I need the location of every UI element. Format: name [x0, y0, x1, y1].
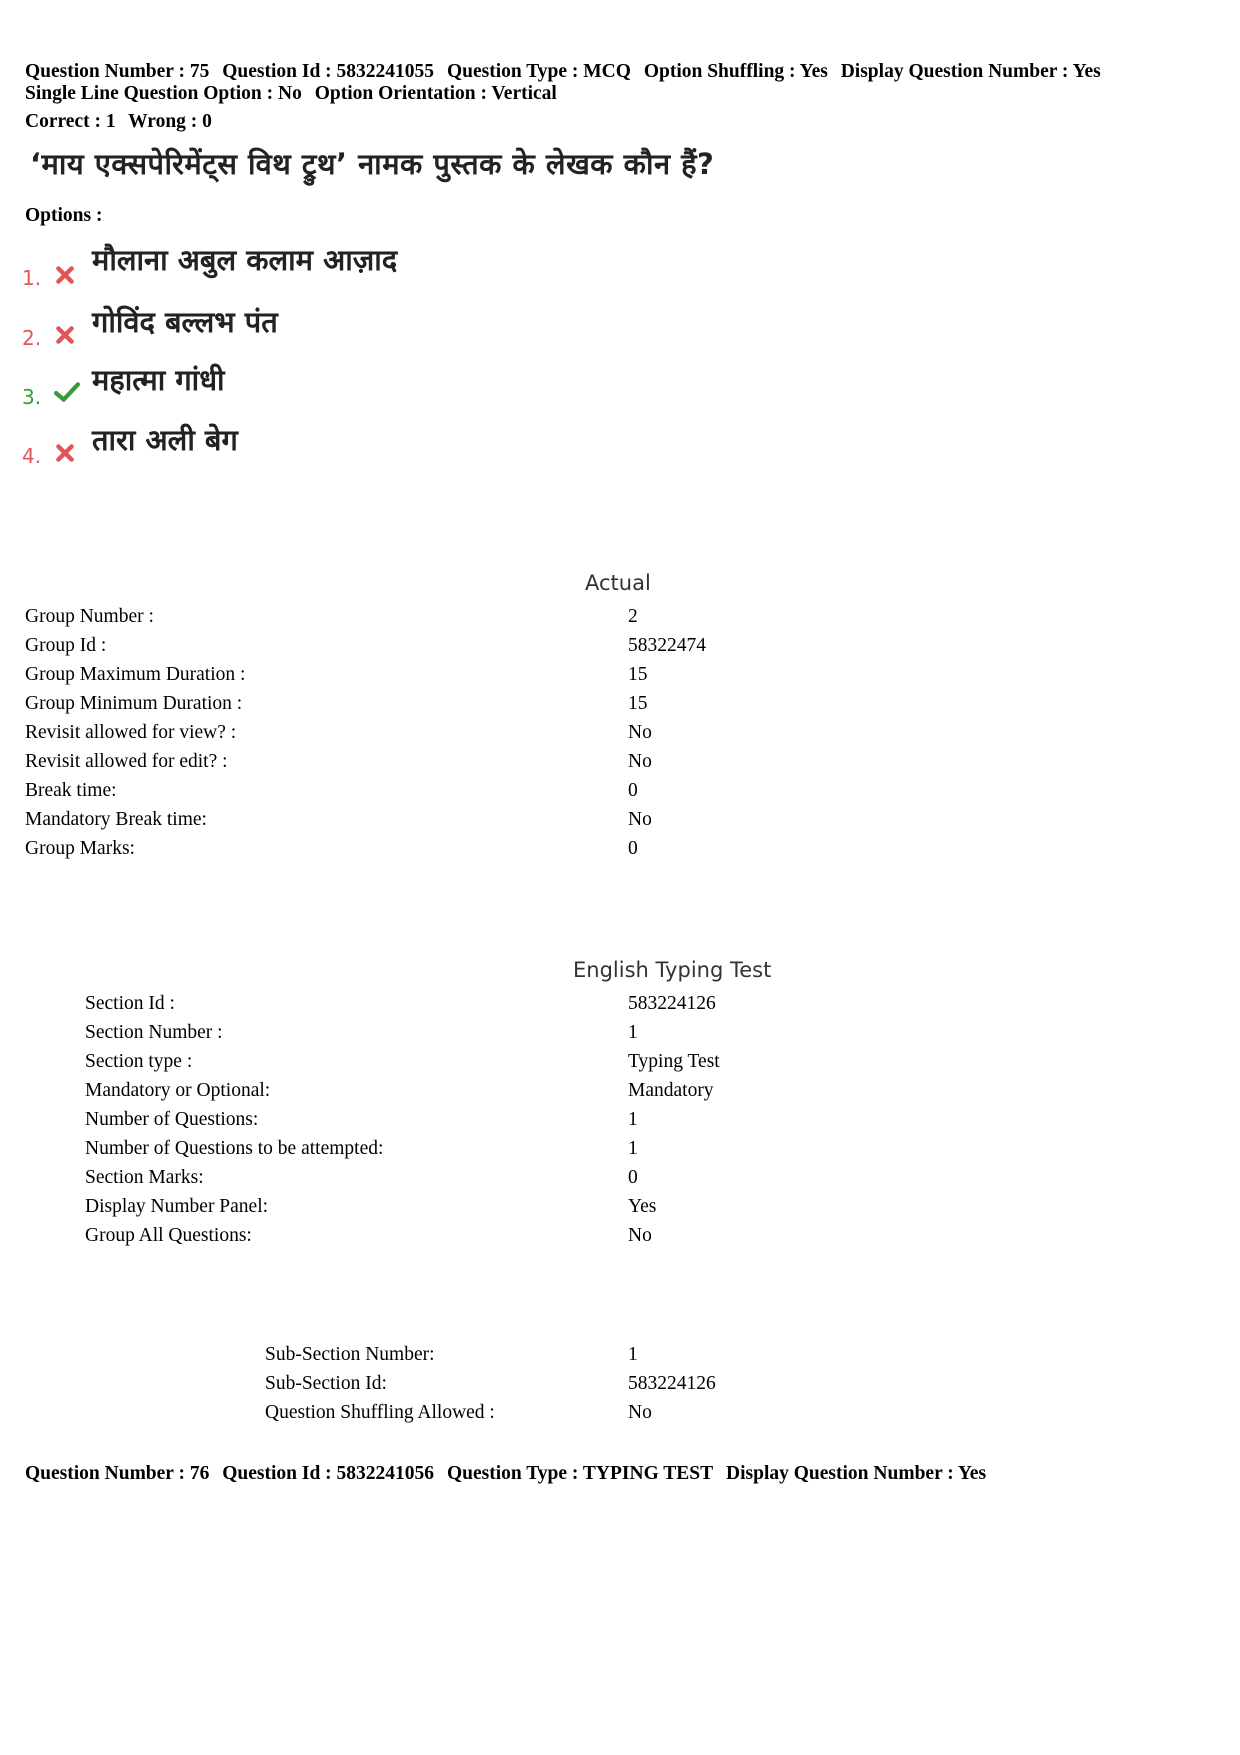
row-value: Mandatory: [628, 1080, 714, 1101]
row-label: Question Shuffling Allowed :: [265, 1402, 495, 1423]
question-text: ‘माय एक्सपेरिमेंट्स विथ ट्रुथ’ नामक पुस्तक के लेखक कौन हैं?: [30, 147, 715, 181]
row-label: Number of Questions to be attempted:: [85, 1138, 384, 1159]
correct-marks: Correct : 1: [25, 111, 116, 132]
table-row: [85, 1076, 1035, 1105]
row-label: Revisit allowed for edit? :: [25, 751, 228, 772]
row-label: Section Number :: [85, 1022, 223, 1043]
row-label: Break time:: [25, 780, 117, 801]
row-label: Section type :: [85, 1051, 193, 1072]
table-row: [85, 1163, 1035, 1192]
row-value: No: [628, 722, 652, 743]
option-3: [22, 363, 622, 418]
question-header-line2: [25, 83, 565, 105]
question-id: Question Id : 5832241055: [222, 61, 435, 82]
row-label: Sub-Section Number:: [265, 1344, 435, 1365]
row-value: 1: [628, 1022, 638, 1043]
option-text: तारा अली बेग: [92, 423, 238, 457]
row-label: Section Id :: [85, 993, 175, 1014]
row-label: Group Number :: [25, 606, 154, 627]
row-value: 583224126: [628, 1373, 716, 1394]
option-shuffling: Option Shuffling : Yes: [643, 61, 828, 82]
question-header-line3: [25, 111, 220, 133]
table-row: [25, 689, 1025, 718]
wrong-marks: Wrong : 0: [128, 111, 212, 132]
table-row: [265, 1340, 1065, 1369]
table-row: [85, 1047, 1035, 1076]
cross-icon: [54, 264, 76, 286]
group-caption: Actual: [585, 571, 651, 595]
table-row: [85, 1105, 1035, 1134]
table-row: [25, 834, 1025, 863]
row-label: Number of Questions:: [85, 1109, 259, 1130]
row-value: 15: [628, 693, 648, 714]
row-label: Display Number Panel:: [85, 1196, 269, 1217]
option-1: [22, 240, 622, 290]
row-value: 2: [628, 606, 638, 627]
row-value: 0: [628, 838, 638, 859]
table-row: [25, 718, 1025, 747]
option-number: 4.: [22, 444, 42, 468]
section-caption: English Typing Test: [573, 958, 772, 982]
single-line-option: Single Line Question Option : No: [25, 83, 302, 104]
table-row: [85, 1134, 1035, 1163]
row-value: 0: [628, 1167, 638, 1188]
question-type: Question Type : TYPING TEST: [446, 1463, 714, 1484]
row-value: 0: [628, 780, 638, 801]
display-question-number: Display Question Number : Yes: [726, 1463, 987, 1484]
question-header-line1: [25, 61, 1109, 83]
subsection-table: [265, 1340, 1065, 1427]
row-label: Revisit allowed for view? :: [25, 722, 237, 743]
row-value: Yes: [628, 1196, 657, 1217]
cross-icon: [54, 442, 76, 464]
table-row: [25, 776, 1025, 805]
row-value: 1: [628, 1109, 638, 1130]
row-label: Group Minimum Duration :: [25, 693, 243, 714]
table-row: [85, 989, 1035, 1018]
row-value: 1: [628, 1138, 638, 1159]
section-table: [85, 989, 1035, 1250]
row-value: Typing Test: [628, 1051, 720, 1072]
option-number: 3.: [22, 385, 42, 409]
option-2: [22, 305, 622, 358]
option-number: 1.: [22, 266, 42, 290]
row-label: Group Maximum Duration :: [25, 664, 246, 685]
question-type: Question Type : MCQ: [446, 61, 631, 82]
option-text: मौलाना अबुल कलाम आज़ाद: [92, 243, 398, 277]
check-icon: [54, 381, 80, 403]
group-table: [25, 602, 1025, 863]
row-label: Group Id :: [25, 635, 107, 656]
question-number: Question Number : 75: [25, 61, 210, 82]
table-row: [85, 1192, 1035, 1221]
table-row: [265, 1398, 1065, 1427]
option-number: 2.: [22, 326, 42, 350]
row-label: Group All Questions:: [85, 1225, 252, 1246]
table-row: [85, 1221, 1035, 1250]
table-row: [25, 805, 1025, 834]
table-row: [25, 660, 1025, 689]
row-value: 1: [628, 1344, 638, 1365]
table-row: [25, 602, 1025, 631]
row-value: 583224126: [628, 993, 716, 1014]
row-label: Mandatory or Optional:: [85, 1080, 271, 1101]
row-label: Group Marks:: [25, 838, 135, 859]
display-question-number: Display Question Number : Yes: [840, 61, 1101, 82]
options-label: Options :: [25, 205, 103, 226]
row-value: No: [628, 751, 652, 772]
question-id: Question Id : 5832241056: [222, 1463, 435, 1484]
option-text: गोविंद बल्लभ पंत: [92, 305, 278, 339]
table-row: [85, 1018, 1035, 1047]
row-value: No: [628, 809, 652, 830]
row-label: Section Marks:: [85, 1167, 204, 1188]
row-value: No: [628, 1225, 652, 1246]
table-row: [265, 1369, 1065, 1398]
row-label: Sub-Section Id:: [265, 1373, 387, 1394]
row-value: 58322474: [628, 635, 706, 656]
cross-icon: [54, 324, 76, 346]
table-row: [25, 747, 1025, 776]
row-label: Mandatory Break time:: [25, 809, 207, 830]
next-question-header: [25, 1463, 994, 1485]
option-text: महात्मा गांधी: [92, 363, 225, 397]
option-orientation: Option Orientation : Vertical: [314, 83, 557, 104]
row-value: 15: [628, 664, 648, 685]
option-4: [22, 423, 622, 480]
table-row: [25, 631, 1025, 660]
question-number: Question Number : 76: [25, 1463, 210, 1484]
row-value: No: [628, 1402, 652, 1423]
